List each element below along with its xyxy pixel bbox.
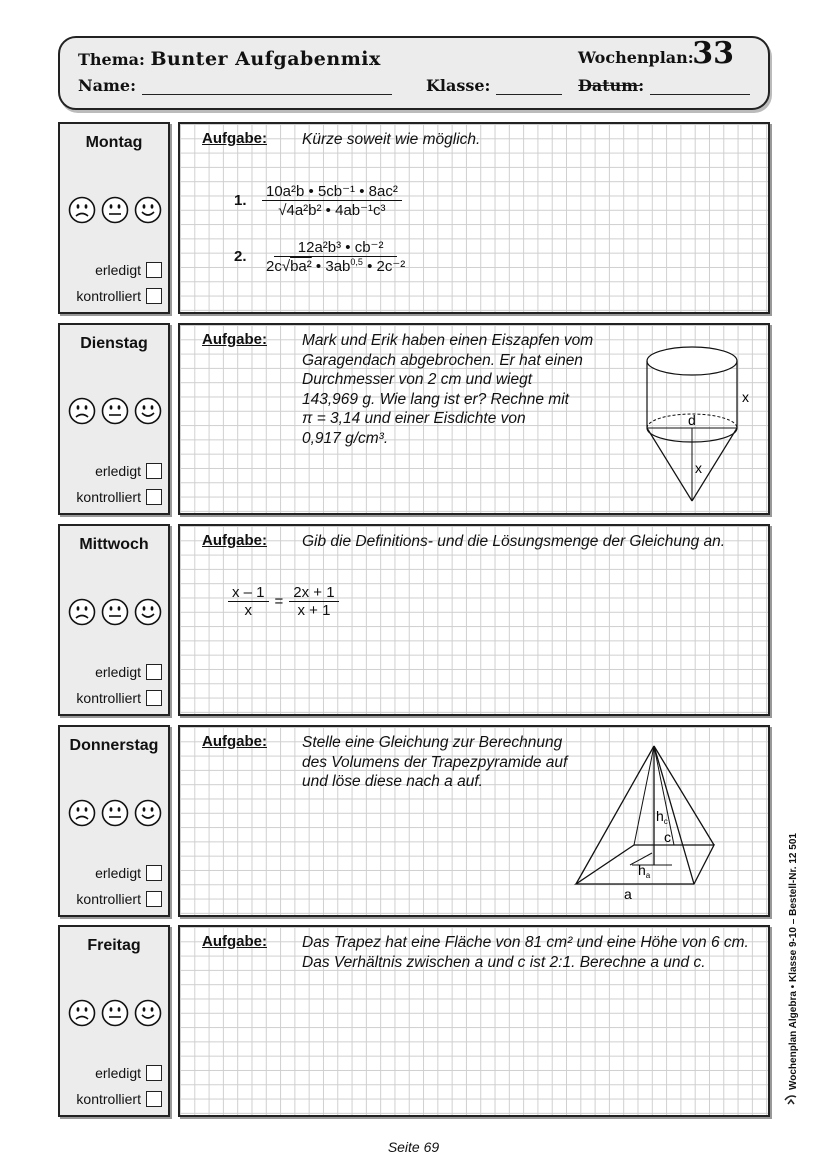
task-text-monday: Kürze soweit wie möglich. xyxy=(302,131,481,148)
topic-label: Thema: xyxy=(78,50,145,69)
task-label: Aufgabe xyxy=(202,130,262,147)
done-label: erledigt xyxy=(95,463,141,479)
sad-face-icon[interactable] xyxy=(68,397,96,425)
fraction-1: $\frac{\text{10a²b • 5cb⁻¹ • 8ac²}}{\text{√4a²b² • 4ab⁻¹c³}}$ xyxy=(262,182,402,219)
plan-number: 33 xyxy=(692,36,734,71)
sad-face-icon[interactable] xyxy=(68,999,96,1027)
sad-face-icon[interactable] xyxy=(68,598,96,626)
label-height-x: x xyxy=(742,389,749,405)
label-hc: $h_c$ xyxy=(656,808,668,826)
sad-face-icon[interactable] xyxy=(68,196,96,224)
task-box-monday: Aufgabe: Kürze soweit wie möglich. 1. $\frac{\text{10a²b • 5cb⁻¹ • 8ac²}}{\text{√4a²b² • 4ab⁻¹c³}}$ 2. $\frac{\text{12a²b³ • cb⁻²}}{2c√ba^2 • 3ab^{0,5} • 2c^{-2}}$ xyxy=(178,122,770,314)
class-label: Klasse: xyxy=(426,76,491,95)
checked-checkbox[interactable] xyxy=(146,891,162,907)
fraction-2: $\frac{\text{12a²b³ • cb⁻²}}{2c√ba^2 • 3ab^{0,5} • 2c^{-2}}$ xyxy=(266,239,406,275)
done-label: erledigt xyxy=(95,865,141,881)
item-number-1: 1. xyxy=(234,192,247,209)
neutral-face-icon[interactable] xyxy=(101,196,129,224)
day-name: Dienstag xyxy=(80,335,148,352)
done-checkbox[interactable] xyxy=(146,1065,162,1081)
class-field[interactable] xyxy=(496,79,562,95)
day-box-wednesday xyxy=(58,524,170,716)
neutral-face-icon[interactable] xyxy=(101,999,129,1027)
done-checkbox[interactable] xyxy=(146,463,162,479)
neutral-face-icon[interactable] xyxy=(101,799,129,827)
checked-label: kontrolliert xyxy=(76,489,141,505)
happy-face-icon[interactable] xyxy=(134,799,162,827)
task-text-thursday: Stelle eine Gleichung zur Berechnung des Volumens der Trapezpyramide auf und löse diese nach a auf. xyxy=(302,734,568,790)
task-box-thursday: Aufgabe: Stelle eine Gleichung zur Berechnung des Volumens der Trapezpyramide auf und löse diese nach a auf. $h_c$ c $h_a$ a xyxy=(178,725,770,917)
plan-label: Wochenplan: xyxy=(578,48,694,67)
happy-face-icon[interactable] xyxy=(134,999,162,1027)
rating-faces xyxy=(66,397,164,425)
label-ha: $h_a$ xyxy=(638,862,651,880)
checked-label: kontrolliert xyxy=(76,288,141,304)
pyramid-figure xyxy=(572,741,722,906)
happy-face-icon[interactable] xyxy=(134,598,162,626)
sad-face-icon[interactable] xyxy=(68,799,96,827)
task-box-friday: Aufgabe: Das Trapez hat eine Fläche von 81 cm² und eine Höhe von 6 cm. Das Verhältnis zwischen a und c ist 2:1. Berechne a und c. xyxy=(178,925,770,1117)
day-name: Donnerstag xyxy=(69,737,159,754)
day-box-friday xyxy=(58,925,170,1117)
publisher-logo-icon xyxy=(782,1092,800,1108)
checked-label: kontrolliert xyxy=(76,1091,141,1107)
neutral-face-icon[interactable] xyxy=(101,397,129,425)
equation: $\frac{x - 1}{x}$ = $\frac{2x + 1}{x + 1}$ xyxy=(228,584,339,619)
day-box-thursday xyxy=(58,725,170,917)
rating-faces xyxy=(66,598,164,626)
day-name: Mittwoch xyxy=(79,536,149,553)
task-text-friday: Das Trapez hat eine Fläche von 81 cm² und eine Höhe von 6 cm. Das Verhältnis zwischen a und c ist 2:1. Berechne a und c. xyxy=(302,934,749,971)
item-number-2: 2. xyxy=(234,248,247,265)
date-field[interactable] xyxy=(650,79,750,95)
page-header xyxy=(58,36,770,110)
done-label: erledigt xyxy=(95,1065,141,1081)
happy-face-icon[interactable] xyxy=(134,397,162,425)
checked-checkbox[interactable] xyxy=(146,1091,162,1107)
task-text-tuesday: Mark und Erik haben einen Eiszapfen vom Garagendach abgebrochen. Er hat einen Durchmesser von 2 cm und wiegt 143,969 g. Wie lang ist er? Rechne mit π = 3,14 und einer Eisdichte von 0,917 g/cm³. xyxy=(302,332,594,447)
checked-checkbox[interactable] xyxy=(146,288,162,304)
task-box-wednesday: Aufgabe: Gib die Definitions- und die Lösungsmenge der Gleichung an. $\frac{x - 1}{x}$ = $\frac{2x + 1}{x + 1}$ xyxy=(178,524,770,716)
checked-checkbox[interactable] xyxy=(146,489,162,505)
checked-label: kontrolliert xyxy=(76,690,141,706)
checked-checkbox[interactable] xyxy=(146,690,162,706)
checked-label: kontrolliert xyxy=(76,891,141,907)
rating-faces xyxy=(66,999,164,1027)
rating-faces xyxy=(66,196,164,224)
done-checkbox[interactable] xyxy=(146,664,162,680)
day-box-monday xyxy=(58,122,170,314)
happy-face-icon[interactable] xyxy=(134,196,162,224)
label-a: a xyxy=(624,886,632,902)
name-label: Name: xyxy=(78,76,137,95)
label-cone-x: x xyxy=(695,460,702,476)
rating-faces xyxy=(66,799,164,827)
done-label: erledigt xyxy=(95,262,141,278)
label-c: c xyxy=(664,829,671,845)
neutral-face-icon[interactable] xyxy=(101,598,129,626)
name-field[interactable] xyxy=(142,79,392,95)
label-diameter-d: d xyxy=(688,412,696,428)
day-box-tuesday xyxy=(58,323,170,515)
side-publisher-text: Wochenplan Algebra • Klasse 9-10 – Bestell-Nr. 12 501 xyxy=(788,833,799,1090)
icicle-figure xyxy=(640,339,760,509)
done-checkbox[interactable] xyxy=(146,262,162,278)
page-number: Seite 69 xyxy=(387,1139,440,1155)
task-text-wednesday: Gib die Definitions- und die Lösungsmenge der Gleichung an. xyxy=(302,533,726,550)
day-name: Montag xyxy=(85,134,143,151)
day-name: Freitag xyxy=(87,937,141,954)
done-label: erledigt xyxy=(95,664,141,680)
topic-value: Bunter Aufgabenmix xyxy=(150,48,381,70)
task-box-tuesday: Aufgabe: Mark und Erik haben einen Eiszapfen vom Garagendach abgebrochen. Er hat einen Durchmesser von 2 cm und wiegt 143,969 g. Wie lang ist er? Rechne mit π = 3,14 und einer Eisdichte von 0,917 g/cm³. x d x xyxy=(178,323,770,515)
done-checkbox[interactable] xyxy=(146,865,162,881)
date-label: Datum: xyxy=(578,76,645,95)
